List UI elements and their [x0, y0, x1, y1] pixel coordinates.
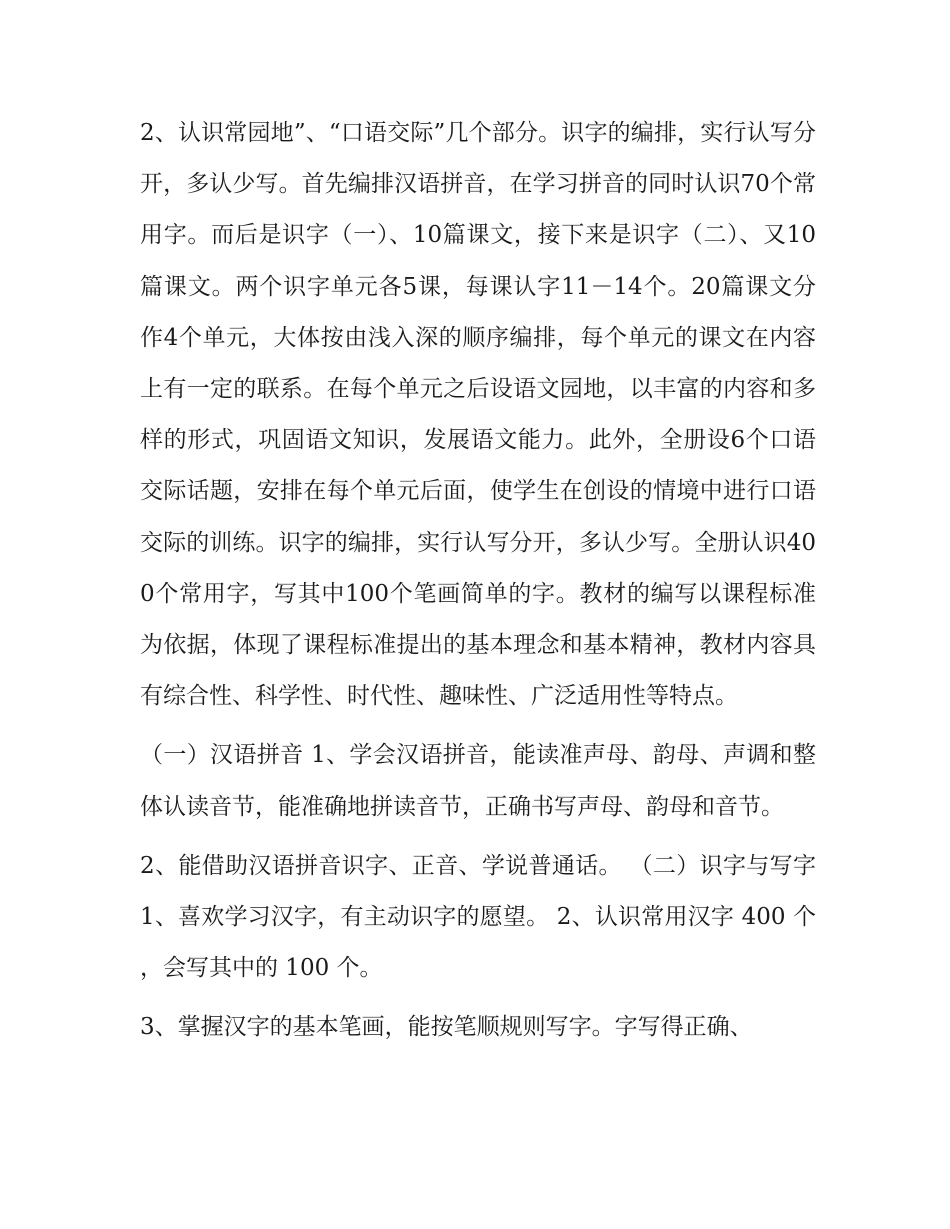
paragraph-overview: 2、认识常园地”、“口语交际”几个部分。识字的编排，实行认写分开，多认少写。首先编排汉语拼音，在学习拼音的同时认识70个常用字。而后是识字（一）、10篇课文，接下来是识字（二）、又10篇课文。两个识字单元各5课，每课认字11－14个。20篇课文分作4个单元，大体按由浅入深的顺序编排，每个单元的课文在内容上有一定的联系。在每个单元之后设语文园地，以丰富的内容和多样的形式，巩固语文知识，发展语文能力。此外，全册设6个口语交际话题，安排在每个单元后面，使学生在创设的情境中进行口语交际的训练。识字的编排，实行认写分开，多认少写。全册认识400个常用字，写其中100个笔画简单的字。教材的编写以课程标准为依据，体现了课程标准提出的基本理念和基本精神，教材内容具有综合性、科学性、时代性、趣味性、广泛适用性等特点。 — [140, 120, 816, 710]
paragraph-strokes: 3、掌握汉字的基本笔画，能按笔顺规则写字。字写得正确、 — [140, 1014, 753, 1041]
paragraph-pinyin: （一）汉语拼音 1、学会汉语拼音，能读准声母、韵母、声调和整体认读音节，能准确地拼读音节，正确书写声母、韵母和音节。 — [140, 742, 816, 820]
paragraph-literacy: 2、能借助汉语拼音识字、正音、学说普通话。 （二）识字与写字 1、喜欢学习汉字，有主动识字的愿望。 2、认识常用汉字 400 个，会写其中的 100 个。 — [140, 852, 816, 982]
document-body — [140, 108, 816, 1054]
